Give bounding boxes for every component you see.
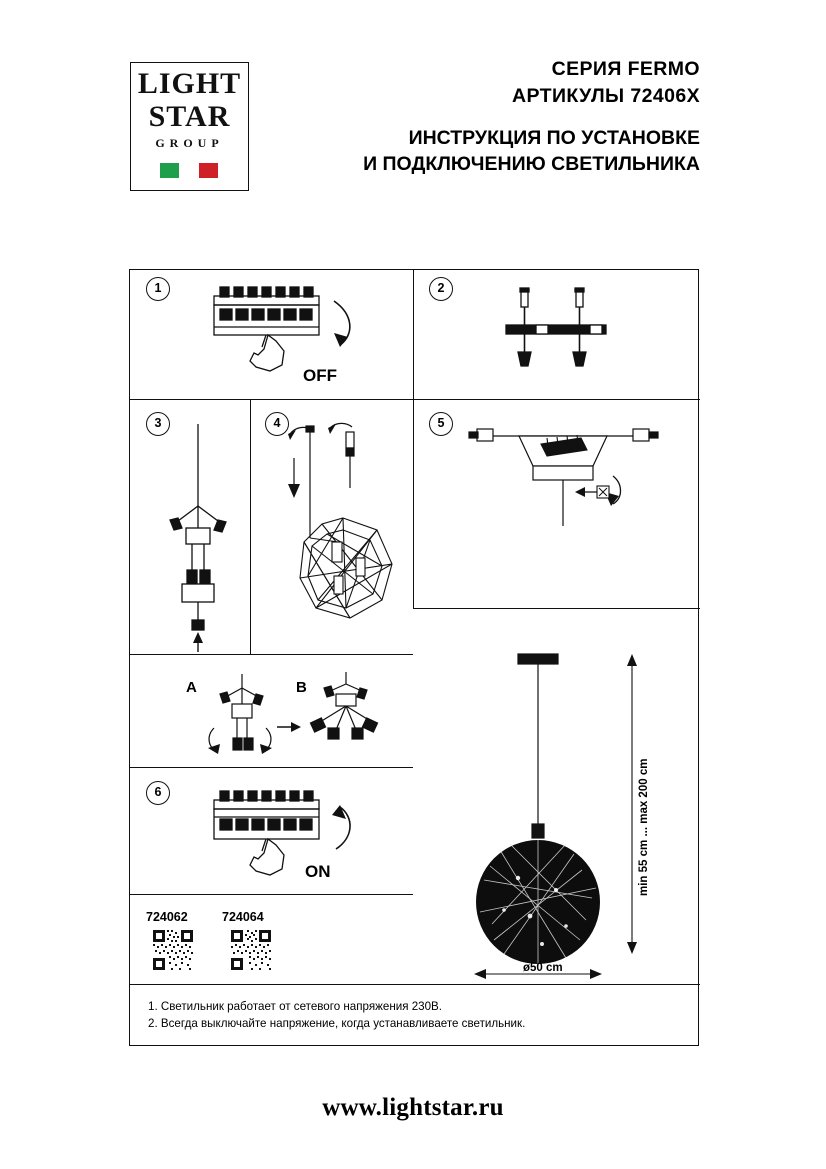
step6-illustration: [196, 787, 366, 892]
italian-flag-icon: [160, 163, 218, 178]
divider-h-step5: [413, 608, 700, 609]
page-title-line1: ИНСТРУКЦИЯ ПО УСТАНОВКЕ: [408, 127, 700, 149]
logo-line-star: STAR: [148, 100, 231, 133]
dimension-label-vertical: min 55 cm ... max 200 cm: [638, 758, 650, 896]
dimension-label-horizontal: ø50 cm: [523, 962, 563, 974]
product-dimension-drawing: [470, 640, 660, 980]
brand-logo: [130, 62, 249, 191]
divider-h-2: [130, 654, 413, 655]
divider-h-1r: [413, 399, 700, 400]
articles-label: АРТИКУЛЫ 72406X: [512, 85, 700, 107]
qr-code-2: [229, 928, 273, 972]
logo-line-light: LIGHT: [137, 67, 242, 100]
step-number-1: 1: [146, 277, 170, 301]
variant-transition-arrow: [277, 720, 303, 734]
step-number-6: 6: [146, 781, 170, 805]
divider-h-3: [130, 767, 413, 768]
divider-h-4: [130, 894, 413, 895]
variant-a-illustration: [200, 668, 278, 766]
step-number-4: 4: [265, 412, 289, 436]
variant-b-illustration: [300, 668, 386, 766]
step3-illustration: [156, 424, 261, 654]
divider-h-notes: [130, 984, 700, 985]
qr-caption-1: 724062: [146, 910, 188, 924]
logo-line-group: GROUP: [155, 136, 224, 150]
qr-caption-2: 724064: [222, 910, 264, 924]
step5-illustration: [463, 414, 663, 534]
note-2: 2. Всегда выключайте напряжение, когда устанавливаете светильник.: [148, 1017, 526, 1030]
note-1: 1. Светильник работает от сетевого напряжения 230В.: [148, 1000, 443, 1013]
step1-label-off: OFF: [303, 366, 337, 385]
variant-label-b: B: [296, 679, 307, 696]
qr-code-1: [151, 928, 195, 972]
footer-website: www.lightstar.ru: [322, 1094, 504, 1121]
divider-h-1: [130, 399, 413, 400]
step-number-5: 5: [429, 412, 453, 436]
step2-illustration: [492, 285, 622, 380]
step4-illustration: [272, 418, 414, 650]
series-label: СЕРИЯ FERMO: [551, 58, 700, 80]
step1-illustration: [196, 283, 366, 388]
step-number-2: 2: [429, 277, 453, 301]
step6-label-on: ON: [305, 862, 331, 881]
step-number-3: 3: [146, 412, 170, 436]
variant-label-a: A: [186, 679, 197, 696]
page-title-line2: И ПОДКЛЮЧЕНИЮ СВЕТИЛЬНИКА: [363, 153, 700, 175]
header-block: [270, 56, 700, 177]
notes-block: [148, 998, 588, 1032]
